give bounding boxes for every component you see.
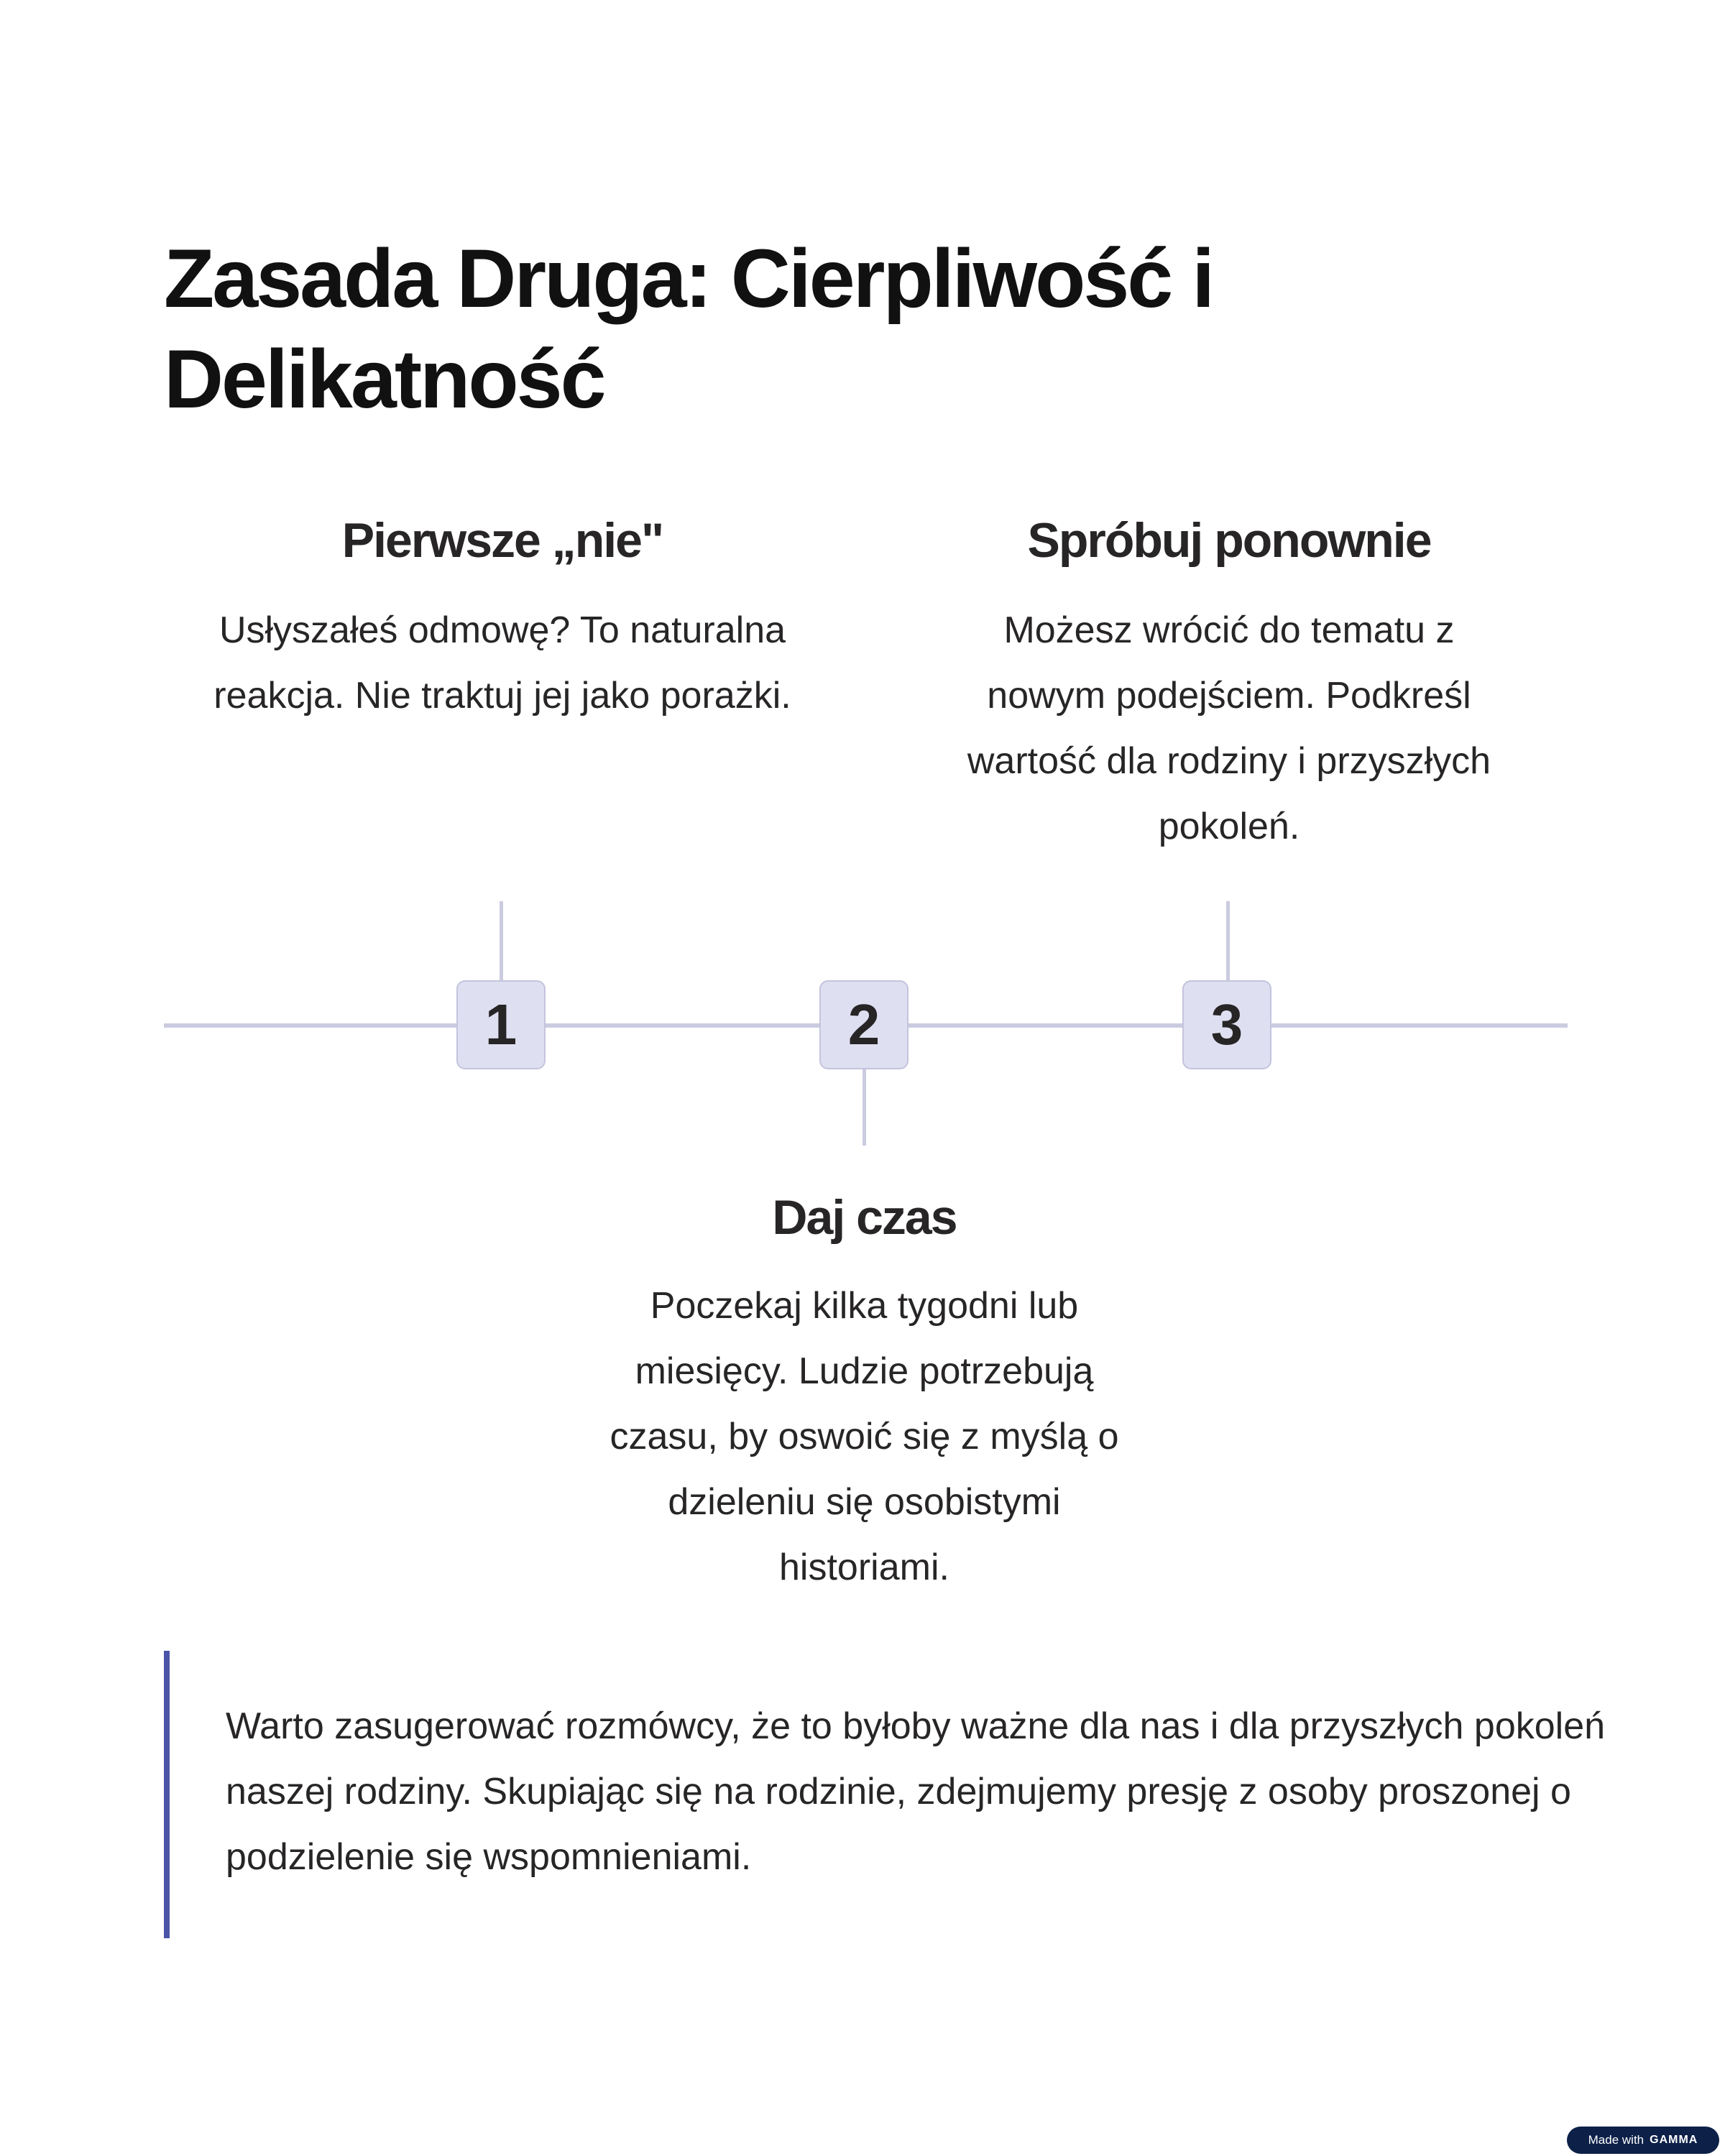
step-2-text: Poczekaj kilka tygodni lub miesięcy. Ludzie potrzebują czasu, by oswoić się z myślą o dzieleniu się osobistymi historiami. <box>610 1285 1119 1588</box>
quote-text: Warto zasugerować rozmówcy, że to byłoby ważne dla nas i dla przyszłych pokoleń naszej rodziny. Skupiając się na rodzinie, zdejmujemy presję z osoby proszonej o podzielenie się wspomnieniami. <box>226 1705 1606 1878</box>
step-1-text: Usłyszałeś odmowę? To naturalna reakcja. Nie traktuj jej jako porażki. <box>213 609 791 717</box>
step-2-connector <box>862 1069 866 1146</box>
step-2-badge: 2 <box>819 980 908 1069</box>
step-1-connector <box>500 901 503 980</box>
made-with-gamma-badge[interactable] <box>1567 2127 1719 2154</box>
quote-accent-bar <box>164 1651 170 1938</box>
step-3-badge: 3 <box>1182 980 1271 1069</box>
gamma-logo-text: GAMMA <box>1650 2134 1698 2146</box>
step-3-text: Możesz wrócić do tematu z nowym podejściem. Podkreśl wartość dla rodziny i przyszłych pokoleń. <box>967 609 1491 847</box>
step-1-badge: 1 <box>456 980 546 1069</box>
step-3-heading: Spróbuj ponownie <box>1027 513 1431 568</box>
step-1-heading: Pierwsze „nie" <box>341 513 663 568</box>
made-with-label: Made with <box>1588 2133 1644 2147</box>
step-2-heading: Daj czas <box>772 1190 957 1245</box>
page-title: Zasada Druga: Cierpliwość i Delikatność <box>164 233 1213 425</box>
step-3-connector <box>1226 901 1230 980</box>
